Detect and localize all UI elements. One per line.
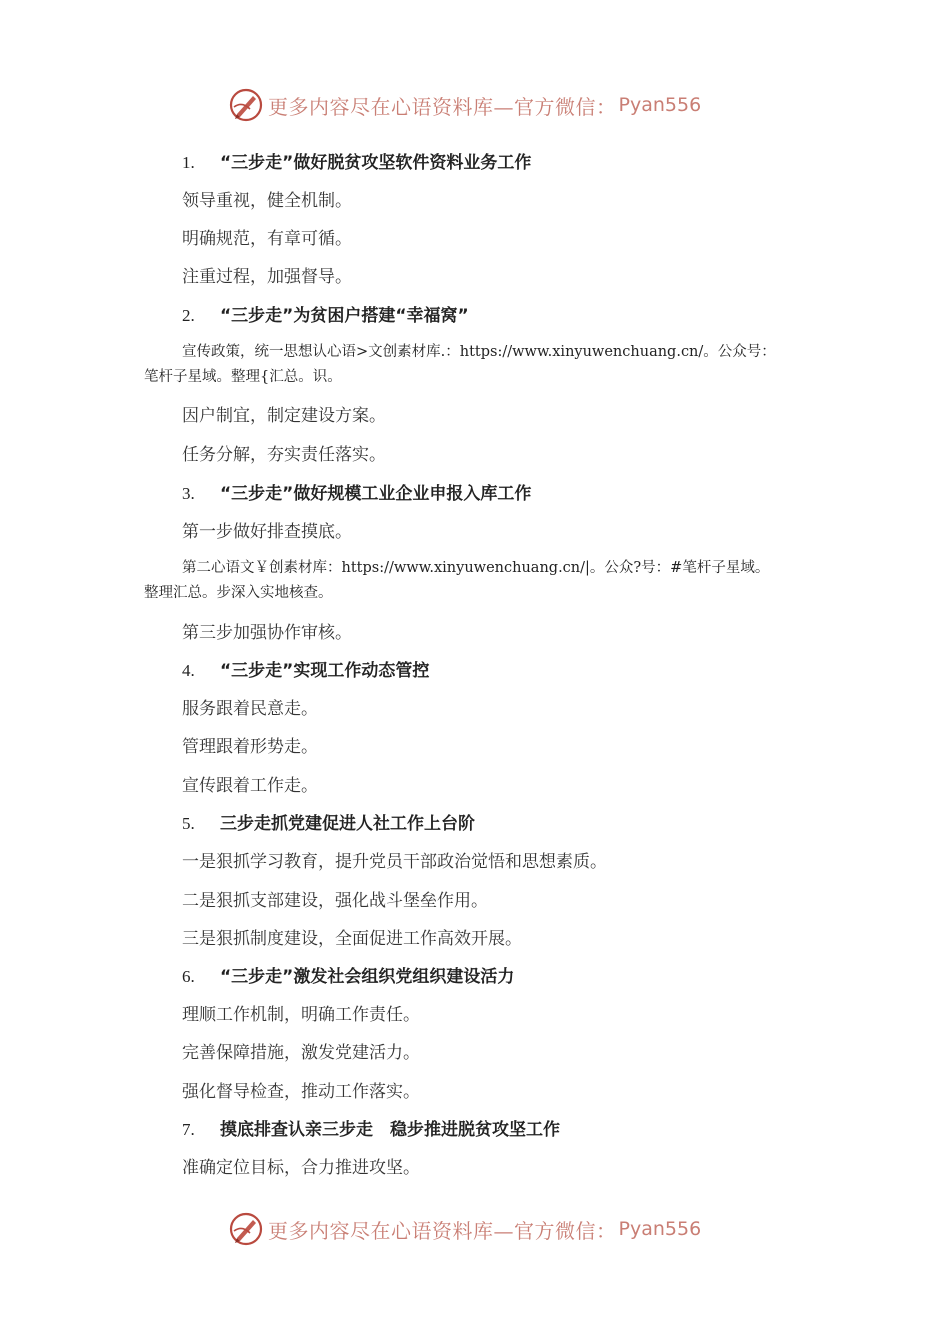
paragraph: 注重过程，加强督导。 <box>182 267 352 287</box>
banner-wechat-id: Pyan556 <box>618 1218 702 1240</box>
mixed-paragraph-line: 第二心语文￥创素材库：https://www.xinyuwenchuang.cn/|。公众?号：#笔杆子星域。 <box>182 560 770 576</box>
paragraph: 强化督导检查，推动工作落实。 <box>182 1082 420 1102</box>
mixed-paragraph-line: 笔杆子星域。整理{汇总。识。 <box>144 369 342 385</box>
section-title: 摸底排查认亲三步走 稳步推进脱贫攻坚工作 <box>220 1120 560 1140</box>
paragraph: 三是狠抓制度建设，全面促进工作高效开展。 <box>182 929 522 949</box>
paragraph: 理顺工作机制，明确工作责任。 <box>182 1005 420 1025</box>
footer-banner <box>228 1211 728 1247</box>
paragraph: 准确定位目标，合力推进攻坚。 <box>182 1158 420 1178</box>
section-number: 5. <box>182 814 195 833</box>
section-number: 4. <box>182 661 195 680</box>
pen-logo-icon <box>228 87 264 123</box>
section-heading <box>182 148 531 173</box>
paragraph: 因户制宜，制定建设方案。 <box>182 406 386 426</box>
section-number: 1. <box>182 153 195 172</box>
section-heading <box>182 1115 560 1140</box>
section-title: “三步走”做好规模工业企业申报入库工作 <box>220 484 532 504</box>
section-number: 2. <box>182 306 195 325</box>
header-banner <box>228 87 728 123</box>
section-heading <box>182 301 469 326</box>
mixed-paragraph-line: 整理汇总。步深入实地核查。 <box>144 585 333 601</box>
paragraph: 二是狠抓支部建设，强化战斗堡垒作用。 <box>182 891 488 911</box>
paragraph: 任务分解，夯实责任落实。 <box>182 445 386 465</box>
section-title: “三步走”激发社会组织党组织建设活力 <box>220 967 515 987</box>
section-title: “三步走”做好脱贫攻坚软件资料业务工作 <box>220 153 532 173</box>
section-heading <box>182 479 531 504</box>
section-heading <box>182 809 475 834</box>
paragraph: 领导重视，健全机制。 <box>182 191 352 211</box>
section-title: “三步走”实现工作动态管控 <box>220 661 430 681</box>
paragraph: 第三步加强协作审核。 <box>182 623 352 643</box>
banner-text: 更多内容尽在心语资料库—官方微信： <box>268 1218 617 1243</box>
paragraph: 第一步做好排查摸底。 <box>182 522 352 542</box>
paragraph: 管理跟着形势走。 <box>182 737 318 757</box>
pen-logo-icon <box>228 1211 264 1247</box>
section-title: 三步走抓党建促进人社工作上台阶 <box>220 814 475 834</box>
banner-wechat-id: Pyan556 <box>618 94 702 116</box>
section-number: 3. <box>182 484 195 503</box>
mixed-paragraph-line: 宣传政策，统一思想认心语>文创素材库.：https://www.xinyuwenchuang.cn/。公众号： <box>182 344 776 360</box>
banner-text: 更多内容尽在心语资料库—官方微信： <box>268 94 617 119</box>
section-number: 7. <box>182 1120 195 1139</box>
section-heading <box>182 656 429 681</box>
paragraph: 服务跟着民意走。 <box>182 699 318 719</box>
paragraph: 明确规范，有章可循。 <box>182 229 352 249</box>
section-heading <box>182 962 514 987</box>
paragraph: 宣传跟着工作走。 <box>182 776 318 796</box>
paragraph: 完善保障措施，激发党建活力。 <box>182 1043 420 1063</box>
section-title: “三步走”为贫困户搭建“幸福窝” <box>220 306 469 326</box>
paragraph: 一是狠抓学习教育，提升党员干部政治觉悟和思想素质。 <box>182 852 607 872</box>
section-number: 6. <box>182 967 195 986</box>
